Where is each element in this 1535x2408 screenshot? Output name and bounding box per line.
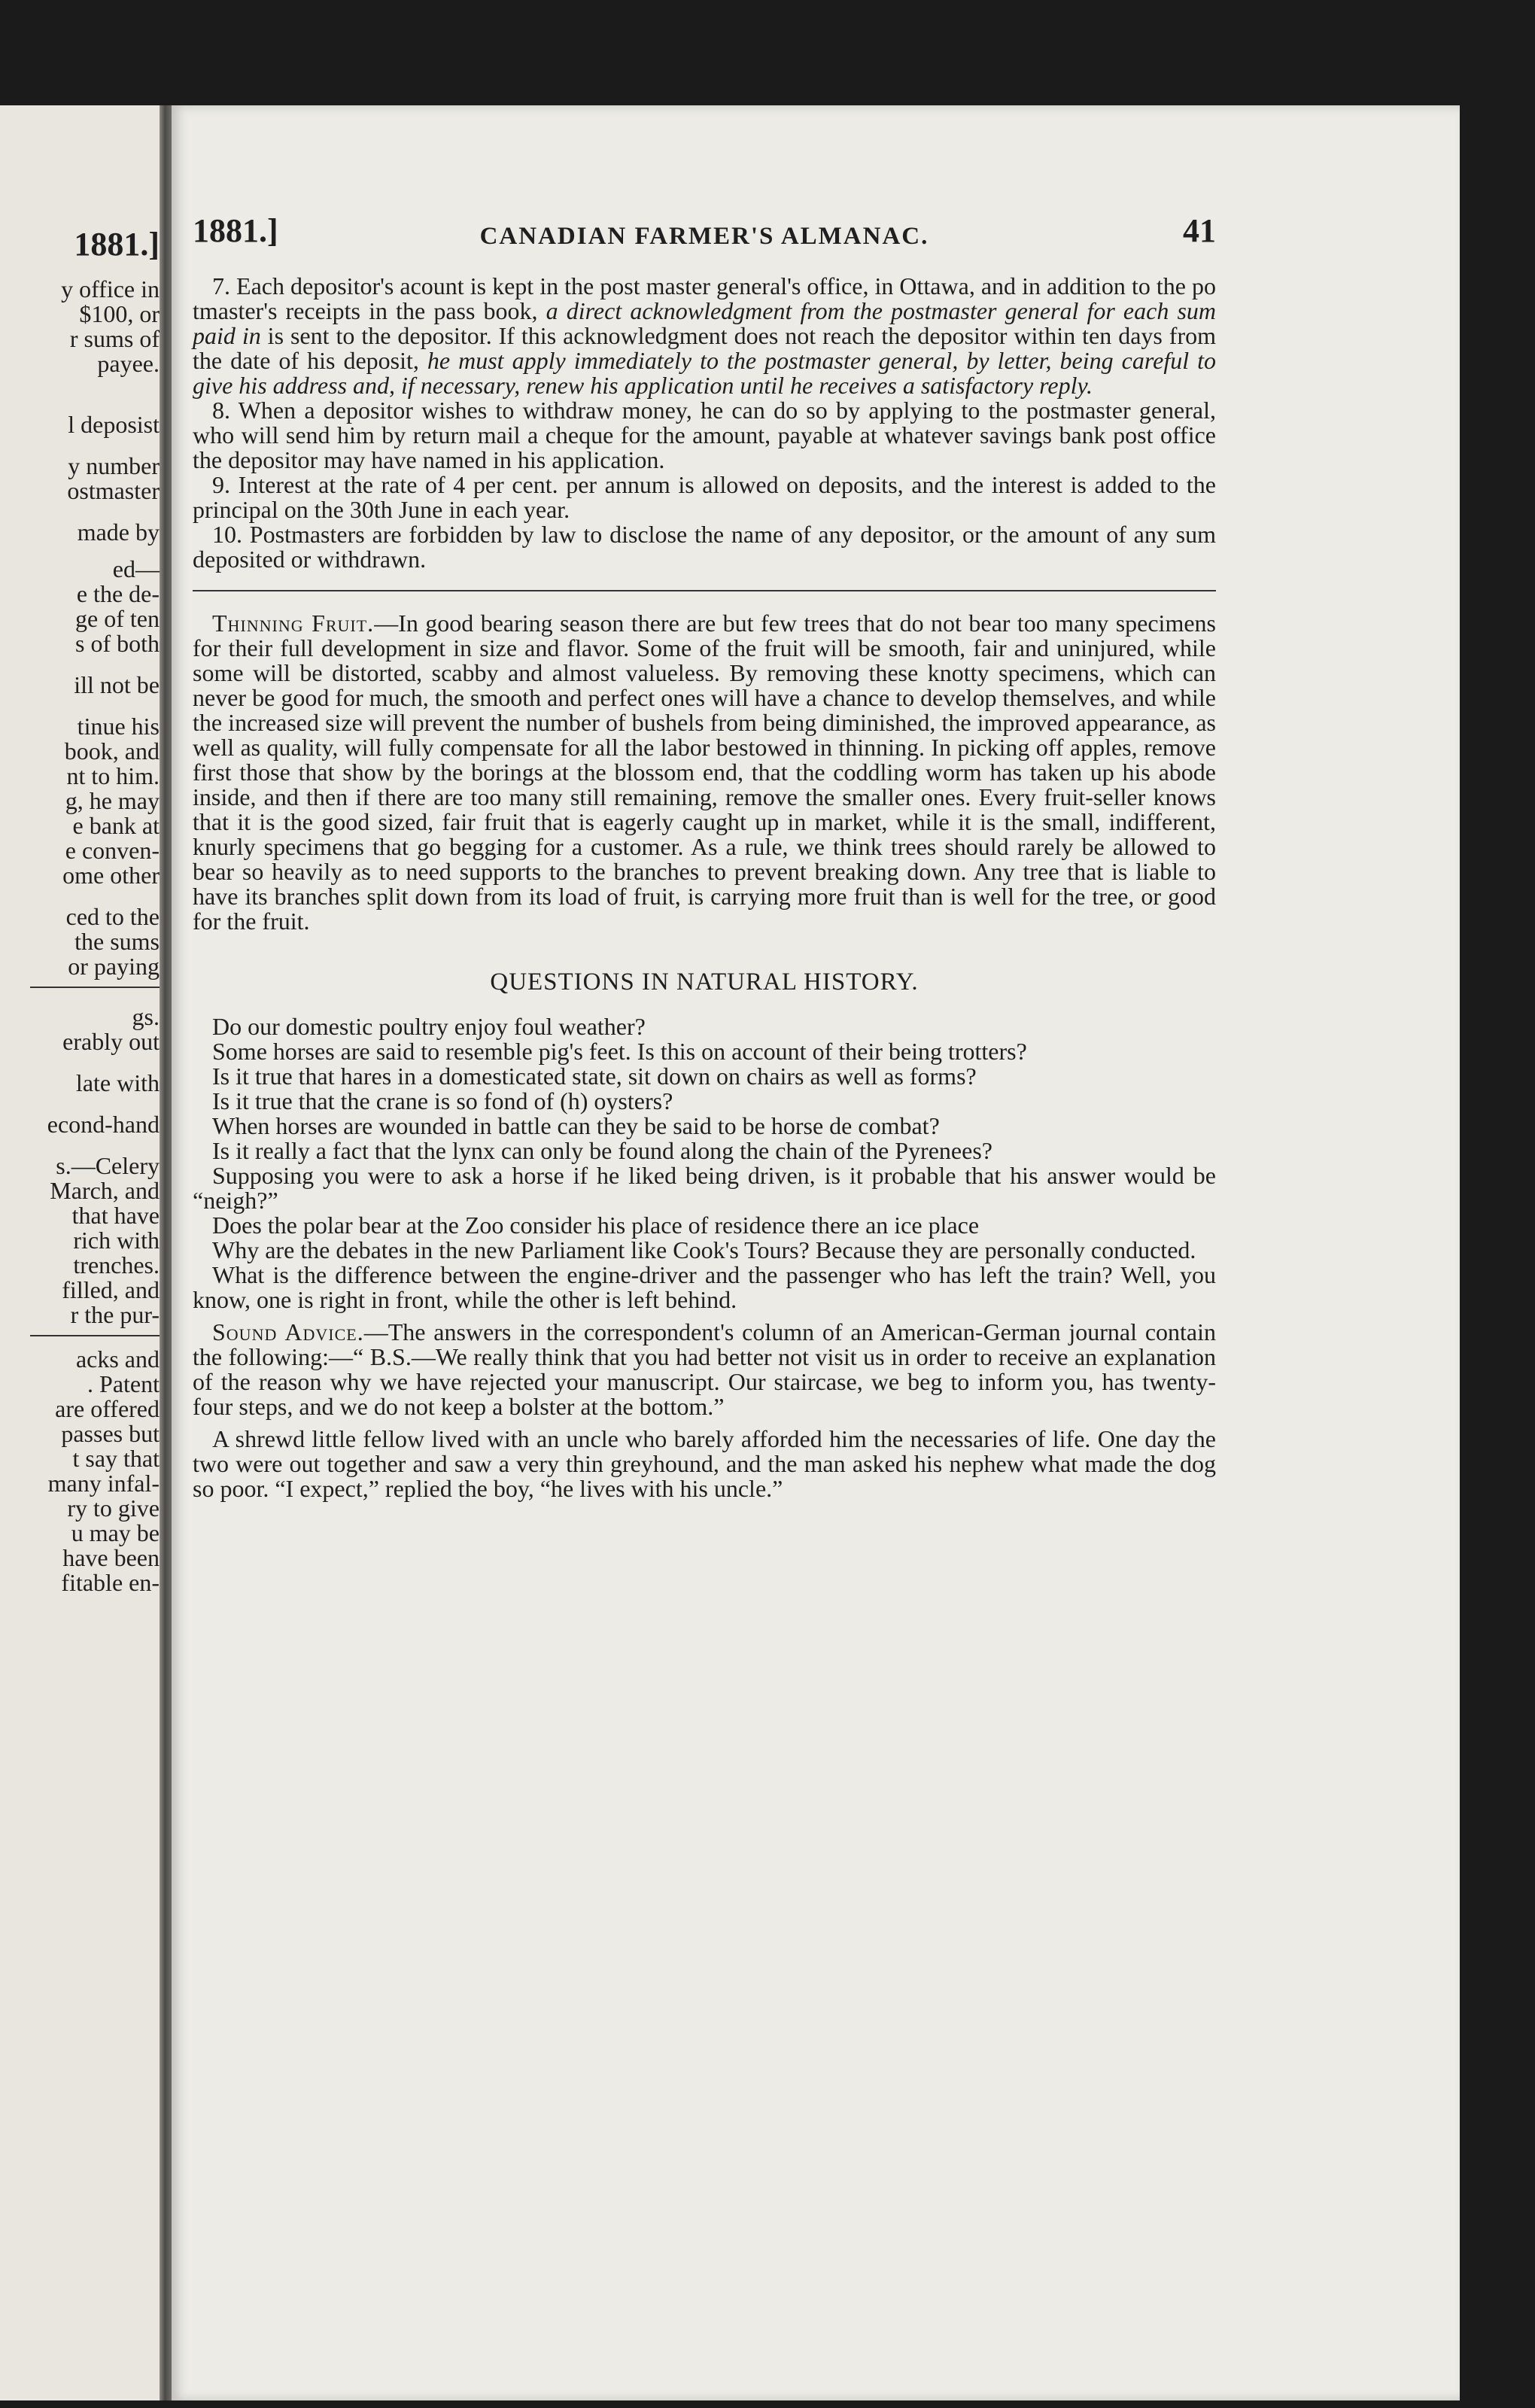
thinning-fruit-title: Thinning Fruit. (212, 610, 375, 637)
question-item: Some horses are said to resemble pig's feet. Is this on account of their being trotters? (212, 1038, 1027, 1065)
left-line: or paying (68, 953, 160, 980)
left-line: e the de- (76, 580, 160, 607)
left-line: y office in (61, 275, 160, 303)
left-line: r sums of (69, 325, 160, 352)
question-item: What is the difference between the engine-driver and the passenger who has left the train? Well, you know, one is right in front, while the other is left behind. (193, 1261, 1216, 1313)
left-line: ced to the (65, 903, 160, 930)
left-line: passes but (61, 1420, 160, 1447)
left-line: March, and (50, 1177, 160, 1204)
left-line: . Patent (87, 1370, 160, 1397)
thinning-fruit-paragraph: Thinning Fruit.—In good bearing season there are but few trees that do not bear too many specimens for their full development in size and flavor. Some of the fruit will be smooth, fair and uninjured, while some will be distorted, scabby and almost valueless. By removing these knotty specimens, which can never be good for much, the smooth and perfect ones will have a chance to develop themselves, and while the increased size will prevent the number of bushels from being diminished, the improved appearance, as well as quality, will fully compensate for all the labor bestowed in thinning. In picking off apples, remove first those that show by the borings at the blossom end, that the coddling worm has taken up his abode inside, and then if there are too many still remaining, remove the smaller ones. Every fruit-seller knows that it is the good sized, fair fruit that is eagerly caught up in market, while it is the small, indifferent, knurly specimens that go begging for a customer. As a rule, we think trees should rarely be allowed to bear so heavily as to need supports to the branches to prevent breaking down. Any tree that is liable to have its branches split down from its load of fruit, is carrying more fruit than is well for the tree, or good for the fruit. (193, 610, 1216, 935)
question-item: Does the polar bear at the Zoo consider his place of residence there an ice place (212, 1212, 980, 1239)
left-line: are offered (55, 1395, 160, 1422)
left-page-column (0, 226, 160, 1595)
left-line: book, and (64, 737, 160, 765)
left-line: s.—Celery (56, 1152, 160, 1179)
header-title: CANADIAN FARMER'S ALMANAC. (479, 223, 929, 250)
left-line: ed— (112, 555, 160, 582)
left-line: s of both (75, 630, 160, 657)
running-header (193, 212, 1216, 260)
question-item: Do our domestic poultry enjoy foul weather? (212, 1013, 646, 1040)
questions-heading: QUESTIONS IN NATURAL HISTORY. (490, 968, 919, 996)
paragraph-9: 9. Interest at the rate of 4 per cent. per annum is allowed on deposits, and the interest is added to the principal on the 30th June in each year. (193, 471, 1216, 523)
left-line: e conven- (65, 837, 160, 864)
left-line: ill not be (74, 671, 160, 698)
question-item: Supposing you were to ask a horse if he liked being driven, is it probable that his answer would be “neigh?” (193, 1162, 1216, 1214)
paragraph-7: 7. Each depositor's acount is kept in the post master general's office, in Ottawa, and in addition to the po tmaster's receipts in the pass book, a direct acknowledgment from the postmaster general for each sum paid in is sent to the depositor. If this acknowledgment does not reach the depositor within ten days from the date of his deposit, he must apply immediately to the postmaster general, by letter, being careful to give his address and, if necessary, renew his application until he receives a satisfactory reply. (193, 272, 1217, 399)
section-divider (193, 590, 1216, 591)
page-content (193, 212, 1217, 1502)
book-gutter (160, 105, 172, 2400)
question-item: When horses are wounded in battle can they be said to be horse de combat? (212, 1112, 940, 1139)
question-item: Is it true that the crane is so fond of (h) oysters? (212, 1087, 673, 1114)
left-line: made by (77, 518, 160, 546)
left-line: ry to give (67, 1494, 160, 1522)
left-line: ostmaster (67, 477, 160, 504)
page-number: 41 (1183, 212, 1216, 249)
paragraph-8: 8. When a depositor wishes to withdraw money, he can do so by applying to the postmaster general, who will send him by return mail a cheque for the amount, payable at whatever savings bank post office the depositor may have named in his application. (193, 397, 1216, 473)
left-line: have been (62, 1544, 160, 1571)
left-line: ge of ten (75, 605, 160, 632)
left-line: fitable en- (61, 1569, 160, 1596)
left-rule (30, 987, 160, 988)
left-line: tinue his (77, 713, 160, 740)
left-line: $100, or (79, 300, 160, 327)
left-line: trenches. (73, 1251, 160, 1278)
left-page-header: 1881.] (74, 226, 160, 263)
left-line: r the pur- (70, 1301, 160, 1328)
left-line: acks and (75, 1345, 160, 1373)
left-line: rich with (73, 1227, 160, 1254)
left-line: late with (75, 1069, 160, 1096)
sound-advice-title: Sound Advice. (212, 1318, 364, 1345)
left-line: nt to him. (66, 762, 160, 789)
left-line: y number (68, 452, 160, 479)
left-line: erably out (62, 1028, 160, 1055)
left-line: payee. (97, 350, 160, 377)
question-item: Is it really a fact that the lynx can only be found along the chain of the Pyrenees? (212, 1137, 992, 1164)
header-year: 1881.] (193, 212, 278, 249)
left-line: e bank at (72, 812, 160, 839)
sound-advice-paragraph: Sound Advice.—The answers in the correspondent's column of an American-German journal contain the following:—“ B.S.—We really think that you had better not visit us in order to receive an explanation of the reason why we have rejected your manuscript. Our staircase, we beg to inform you, has twenty-four steps, and we do not keep a bolster at the bottom.” (193, 1318, 1217, 1420)
left-line: t say that (72, 1445, 160, 1472)
question-item: Is it true that hares in a domesticated state, sit down on chairs as well as forms? (212, 1063, 977, 1090)
shrewd-fellow-paragraph: A shrewd little fellow lived with an uncle who barely afforded him the necessaries of life. One day the two were out together and saw a very thin greyhound, and the man asked his nephew what made the dog so poor. “I expect,” replied the boy, “he lives with his uncle.” (193, 1425, 1216, 1502)
left-line: u may be (71, 1519, 160, 1546)
left-line: filled, and (62, 1276, 160, 1303)
left-rule (30, 1335, 160, 1336)
left-line: the sums (74, 928, 160, 955)
paragraph-10: 10. Postmasters are forbidden by law to disclose the name of any depositor, or the amount of any sum deposited or withdrawn. (193, 521, 1216, 573)
left-line: l deposist (68, 411, 160, 438)
left-line: ome other (62, 862, 160, 889)
left-line: econd-hand (47, 1111, 160, 1138)
left-line: g, he may (65, 787, 160, 814)
left-line: many infal- (47, 1470, 160, 1497)
left-line: that have (71, 1202, 160, 1229)
left-line: gs. (132, 1003, 160, 1030)
question-item: Why are the debates in the new Parliament like Cook's Tours? Because they are personally conducted. (212, 1236, 1196, 1263)
